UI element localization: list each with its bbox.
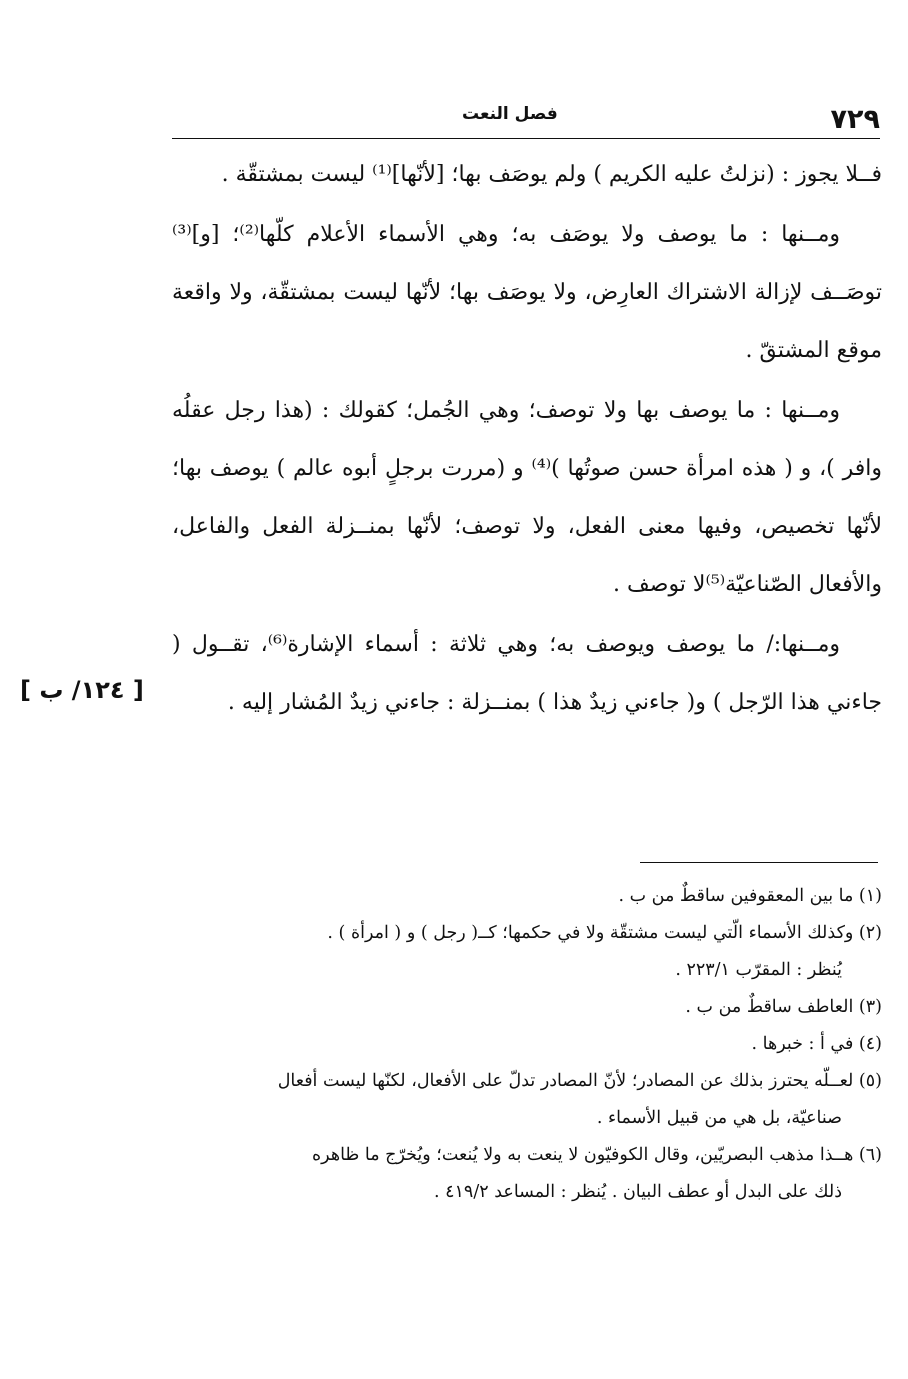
footnote-continuation: ذلك على البدل أو عطف البيان . يُنظر : المساعد ٤١٩/٢ . (433, 1182, 842, 1202)
footnote: (١) ما بين المعقوفين ساقطٌ من ب . (618, 886, 882, 906)
footnote: (٣) العاطف ساقطٌ من ب . (685, 997, 882, 1017)
page-header (172, 100, 880, 138)
paragraph: ومــنها : ما يوصف ولا يوصَف به؛ وهي الأسماء الأعلام كلّها⁽²⁾؛ [و]⁽³⁾ توصَــف لإزالة الاشتراك العارِض، ولا يوصَف بها؛ لأنّها ليست بمشتقّة، ولا واقعة موقع المشتقّ . (172, 222, 882, 363)
main-text (172, 146, 882, 734)
margin-folio-reference: [ ١٢٤/ ب ] (20, 676, 144, 704)
paragraph: فــلا يجوز : (نزلتُ عليه الكريم ) ولم يوصَف بها؛ [لأنّها]⁽¹⁾ ليست بمشتقّة . (221, 162, 882, 187)
header-rule (172, 138, 880, 139)
footnotes (166, 878, 882, 1211)
page-number: ٧٢٩ (830, 104, 880, 135)
footnote-continuation: يُنظر : المقرّب ٢٢٣/١ . (675, 960, 842, 980)
footnote: (٤) في أ : خبرها . (751, 1034, 882, 1054)
paragraph: ومــنها : ما يوصف بها ولا توصف؛ وهي الجُمل؛ كقولك : (هذا رجل عقلُه وافر )، و ( هذه امرأة حسن صوتُها )⁽⁴⁾ و (مررت برجلٍ أبوه عالم ) يوصف بها؛ لأنّها تخصيص، وفيها معنى الفعل، ولا توصف؛ لأنّها بمنــزلة الفعل والفاعل، والأفعال الصّناعيّة⁽⁵⁾لا توصف . (172, 398, 882, 597)
paragraph: ومــنها:/ ما يوصف ويوصف به؛ وهي ثلاثة : أسماء الإشارة⁽⁶⁾، تقــول ( جاءني هذا الرّجل ) و( جاءني زيدٌ هذا ) بمنــزلة : جاءني زيدٌ المُشار إليه . (172, 632, 882, 715)
footnote-continuation: صناعيّة، بل هي من قبيل الأسماء . (596, 1108, 842, 1128)
chapter-title: فصل النعت (462, 104, 558, 124)
footnote-rule (640, 862, 878, 863)
footnote: (٢) وكذلك الأسماء الّتي ليست مشتقّة ولا في حكمها؛ كــ( رجل ) و ( امرأة ) . (327, 923, 882, 943)
footnote: (٦) هــذا مذهب البصريّين، وقال الكوفيّون لا ينعت به ولا يُنعت؛ ويُخرّج ما ظاهره (312, 1145, 882, 1165)
footnote: (٥) لعــلّه يحترز بذلك عن المصادر؛ لأنّ المصادر تدلّ على الأفعال، لكنّها ليست أفعال (277, 1071, 882, 1091)
